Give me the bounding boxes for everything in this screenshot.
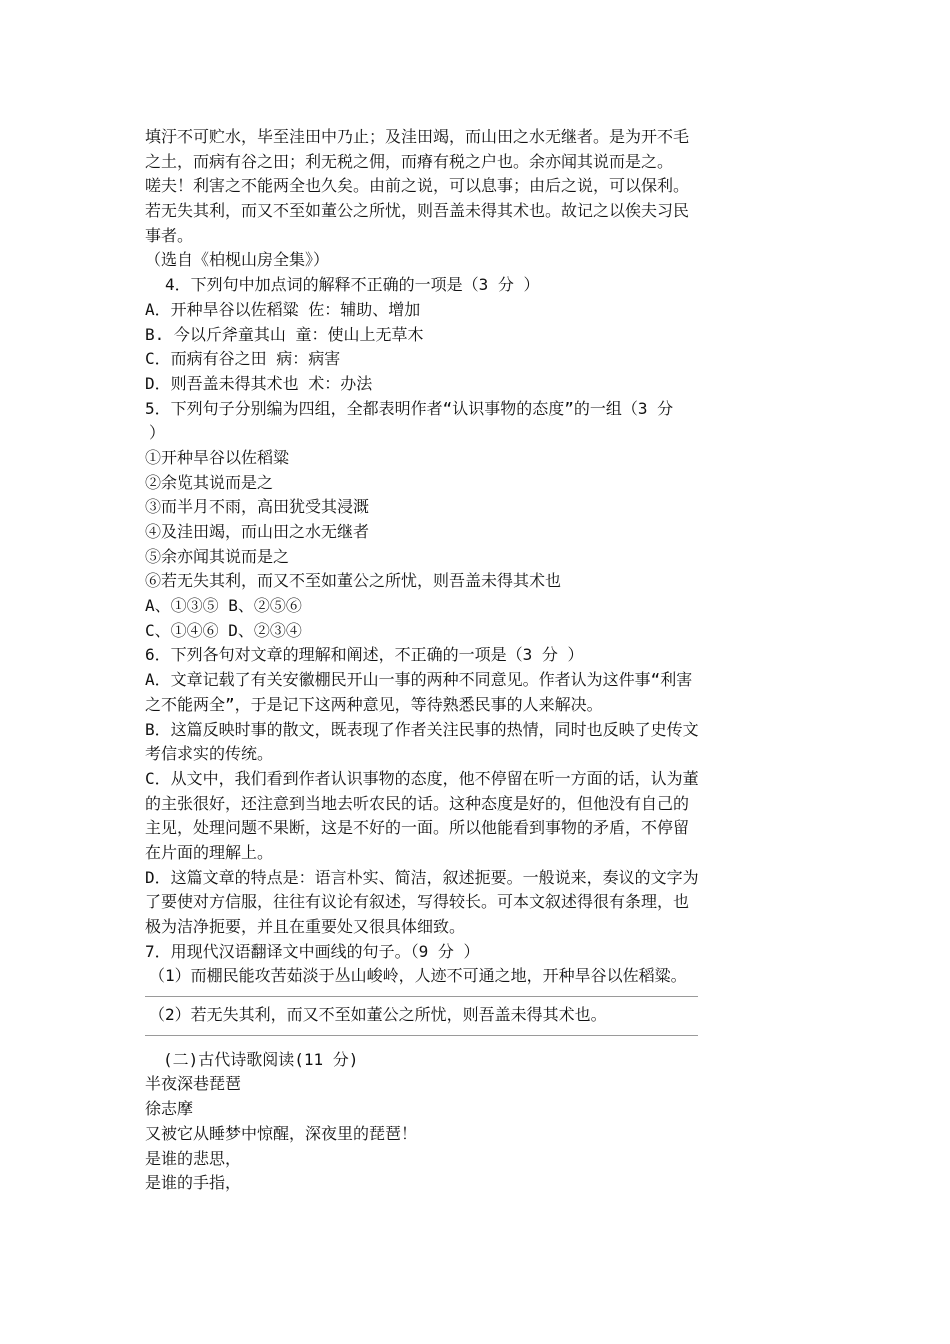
- question-stem: 7．用现代汉语翻译文中画线的句子。（9 分 ）: [145, 941, 480, 961]
- option-line: A．文章记载了有关安徽棚民开山一事的两种不同意见。作者认为这件事“利害: [145, 670, 693, 690]
- passage-line: 之土，而病有谷之田；利无税之佣，而瘠有税之户也。余亦闻其说而是之。: [145, 151, 674, 171]
- question-5: [145, 397, 810, 644]
- question-stem: 5．下列句子分别编为四组，全都表明作者“认识事物的态度”的一组（3 分: [145, 398, 674, 418]
- sub-question-2: （2）若无失其利，而又不至如董公之所忧，则吾盖未得其术也。: [149, 1005, 607, 1025]
- passage-line: 填汙不可贮水，毕至洼田中乃止；及洼田竭，而山田之水无继者。是为开不毛: [145, 127, 690, 146]
- option-b: B. 今以斤斧童其山 童：使山上无草木: [145, 324, 424, 344]
- list-item: ⑥若无失其利，而又不至如董公之所忧，则吾盖未得其术也: [145, 571, 562, 591]
- option-line: 极为洁净扼要，并且在重要处又很具体细致。: [145, 917, 466, 936]
- list-item: ④及洼田竭，而山田之水无继者: [145, 522, 370, 541]
- poem-line: 是谁的手指，: [145, 1173, 242, 1193]
- option-line: 主见，处理问题不果断，这是不好的一面。所以他能看到事物的矛盾，不停留: [145, 818, 690, 838]
- option-line: B．这篇反映时事的散文，既表现了作者关注民事的热情，同时也反映了史传文: [145, 719, 699, 739]
- answer-line-1[interactable]: [145, 989, 810, 1003]
- choice-row: C、①④⑥ D、②③④: [145, 620, 302, 640]
- question-stem: 4．下列句中加点词的解释不正确的一项是（3 分 ）: [165, 275, 540, 295]
- option-a: A．开种旱谷以佐稻粱 佐：辅助、增加: [145, 299, 421, 319]
- passage-line: 嗟夫！利害之不能两全也久矣。由前之说，可以息事；由后之说，可以保利。: [145, 176, 690, 196]
- poem-title: 半夜深巷琵琶: [145, 1074, 242, 1094]
- source-citation: （选自《柏枧山房全集》）: [145, 250, 330, 270]
- option-d: D．则吾盖未得其术也 术：办法: [145, 373, 373, 393]
- option-line: 考信求实的传统。: [145, 744, 274, 764]
- question-stem-continued: ）: [149, 423, 166, 443]
- question-6: [145, 643, 810, 939]
- list-item: ⑤余亦闻其说而是之: [145, 546, 290, 566]
- question-7: [145, 940, 810, 1042]
- option-line: D．这篇文章的特点是：语言朴实、简洁，叙述扼要。一般说来，奏议的文字为: [145, 867, 699, 887]
- option-line: 之不能两全”，于是记下这两种意见，等待熟悉民事的人来解决。: [145, 694, 603, 714]
- question-4: [145, 273, 810, 396]
- choice-row: A、①③⑤ B、②⑤⑥: [145, 596, 302, 616]
- poem-line: 是谁的悲思，: [145, 1148, 242, 1168]
- passage-line: 事者。: [145, 225, 194, 245]
- list-item: ②余览其说而是之: [145, 472, 274, 492]
- sub-question-1: （1）而棚民能攻苦茹淡于丛山峻岭，人迹不可通之地，开种旱谷以佐稻粱。: [149, 966, 687, 986]
- poetry-section: [145, 1048, 810, 1196]
- list-item: ③而半月不雨，高田犹受其浸溉: [145, 497, 370, 517]
- passage-line: 若无失其利，而又不至如董公之所忧，则吾盖未得其术也。故记之以俟夫习民: [145, 201, 690, 221]
- section-heading: (二)古代诗歌阅读(11 分): [163, 1049, 359, 1069]
- option-c: C．而病有谷之田 病：病害: [145, 349, 341, 369]
- list-item: ①开种旱谷以佐稻粱: [145, 447, 290, 467]
- option-line: C．从文中，我们看到作者认识事物的态度，他不停留在听一方面的话，认为董: [145, 768, 699, 788]
- option-line: 了要使对方信服，往往有议论有叙述，写得较长。可本文叙述得很有条理，也: [145, 892, 690, 912]
- answer-line-2[interactable]: [145, 1028, 810, 1042]
- document-page: [145, 125, 810, 1196]
- option-line: 的主张很好，还注意到当地去听农民的话。这种态度是好的，但他没有自己的: [145, 793, 690, 813]
- poem-author: 徐志摩: [145, 1099, 194, 1119]
- poem-line: 又被它从睡梦中惊醒，深夜里的琵琶！: [145, 1123, 418, 1143]
- passage: [145, 125, 810, 248]
- question-stem: 6．下列各句对文章的理解和阐述，不正确的一项是（3 分 ）: [145, 645, 584, 665]
- option-line: 在片面的理解上。: [145, 842, 274, 862]
